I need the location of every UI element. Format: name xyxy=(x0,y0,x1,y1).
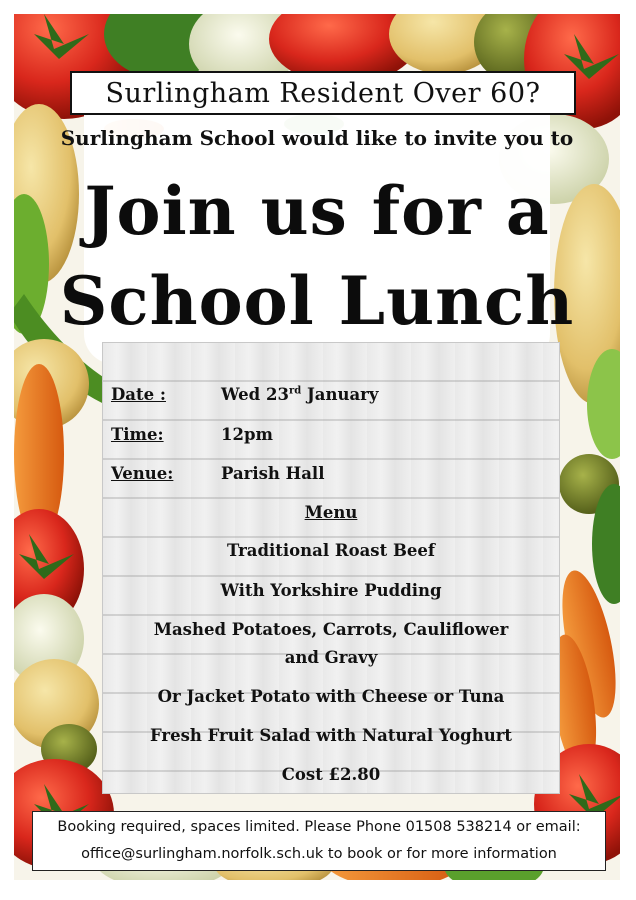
booking-line-2[interactable]: office@surlingham.norfolk.sch.uk to book or for more information xyxy=(81,846,557,862)
menu-item: Or Jacket Potato with Cheese or Tuna xyxy=(157,687,505,706)
date-row xyxy=(111,385,378,404)
date-value: Wed 23rd January xyxy=(221,385,379,404)
time-label: Time: xyxy=(111,425,164,444)
venue-label: Venue: xyxy=(111,464,174,483)
venue-value: Parish Hall xyxy=(221,464,325,483)
title-line-1: Join us for a xyxy=(84,172,550,250)
menu-item: Fresh Fruit Salad with Natural Yoghurt xyxy=(149,726,513,745)
time-row xyxy=(111,425,273,444)
menu-item: With Yorkshire Pudding xyxy=(220,581,442,600)
menu-item: Traditional Roast Beef xyxy=(227,541,435,560)
time-value: 12pm xyxy=(221,425,273,444)
poster xyxy=(14,14,620,880)
info-panel xyxy=(102,342,560,794)
menu-item: Mashed Potatoes, Carrots, Cauliflower xyxy=(153,620,509,639)
heading-text: Surlingham Resident Over 60? xyxy=(105,77,541,109)
venue-row xyxy=(111,464,324,483)
menu-title: Menu xyxy=(304,503,358,522)
booking-box xyxy=(32,811,606,871)
heading-box xyxy=(70,71,576,115)
title-line-2: School Lunch xyxy=(59,262,575,340)
menu-item: and Gravy xyxy=(284,648,378,667)
cost-text: Cost £2.80 xyxy=(281,765,381,784)
date-label: Date : xyxy=(111,385,166,404)
booking-line-1: Booking required, spaces limited. Please Phone 01508 538214 or email: xyxy=(57,819,581,835)
invite-text: Surlingham School would like to invite you to xyxy=(60,126,574,150)
